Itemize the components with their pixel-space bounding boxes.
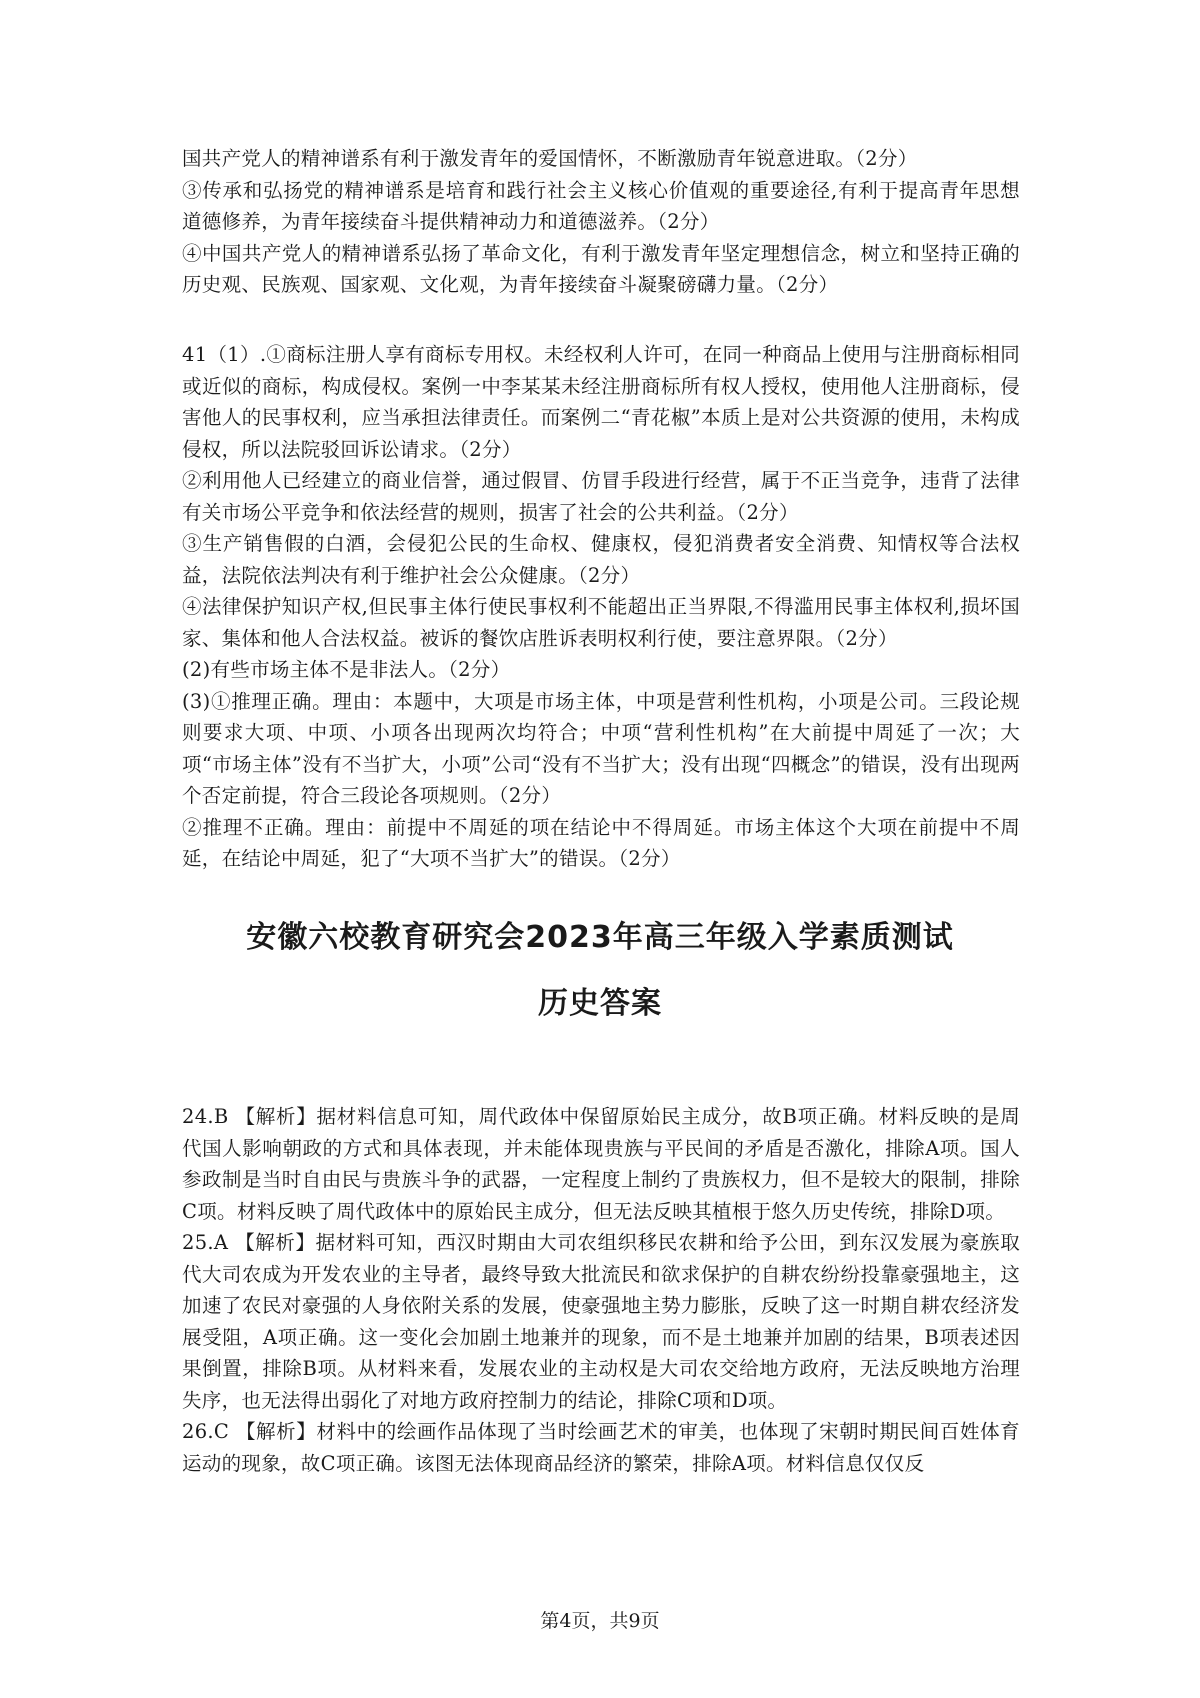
question-41-answer <box>182 339 1020 875</box>
paragraph: ④中国共产党人的精神谱系弘扬了革命文化，有利于激发青年坚定理想信念，树立和坚持正确的历史观、民族观、国家观、文化观，为青年接续奋斗凝聚磅礴力量。（2分） <box>182 241 1020 296</box>
history-answers <box>182 1101 1020 1479</box>
paragraph: ③传承和弘扬党的精神谱系是培育和践行社会主义核心价值观的重要途径,有利于提高青年思想道德修养，为青年接续奋斗提供精神动力和道德滋养。（2分） <box>182 178 1020 233</box>
paragraph: 25.A 【解析】据材料可知，西汉时期由大司农组织移民农耕和给予公田，到东汉发展为豪族取代大司农成为开发农业的主导者，最终导致大批流民和欲求保护的自耕农纷纷投靠豪强地主，这加速了农民对豪强的人身依附关系的发展，使豪强地主势力膨胀，反映了这一时期自耕农经济发展受阻，A项正确。这一变化会加剧土地兼并的现象，而不是土地兼并加剧的结果，B项表述因果倒置，排除B项。从材料来看，发展农业的主动权是大司农交给地方政府，无法反映地方治理失序，也无法得出弱化了对地方政府控制力的结论，排除C项和D项。 <box>182 1231 1020 1412</box>
paragraph: 41（1）.①商标注册人享有商标专用权。未经权利人许可，在同一种商品上使用与注册商标相同或近似的商标，构成侵权。案例一中李某某未经注册商标所有权人授权，使用他人注册商标，侵害他人的民事权利，应当承担法律责任。而案例二“青花椒”本质上是对公共资源的使用，未构成侵权，所以法院驳回诉讼请求。（2分） <box>182 343 1020 461</box>
paragraph: 26.C 【解析】材料中的绘画作品体现了当时绘画艺术的审美，也体现了宋朝时期民间百姓体育运动的现象，故C项正确。该图无法体现商品经济的繁荣，排除A项。材料信息仅仅反 <box>182 1420 1020 1475</box>
paragraph: (3)①推理正确。理由：本题中，大项是市场主体，中项是营利性机构，小项是公司。三段论规则要求大项、中项、小项各出现两次均符合；中项“营利性机构”在大前提中周延了一次；大项“市场主体”没有不当扩大，小项”公司“没有不当扩大；没有出现“四概念”的错误，没有出现两个否定前提，符合三段论各项规则。（2分） <box>182 689 1020 807</box>
paragraph: ③生产销售假的白酒，会侵犯公民的生命权、健康权，侵犯消费者安全消费、知情权等合法权益，法院依法判决有利于维护社会公众健康。（2分） <box>182 532 1020 587</box>
paragraph: 24.B 【解析】据材料信息可知，周代政体中保留原始民主成分，故B项正确。材料反映的是周代国人影响朝政的方式和具体表现，并未能体现贵族与平民间的矛盾是否激化，排除A项。国人参政制是当时自由民与贵族斗争的武器，一定程度上制约了贵族权力，但不是较大的限制，排除C项。材料反映了周代政体中的原始民主成分，但无法反映其植根于悠久历史传统，排除D项。 <box>182 1105 1020 1223</box>
paragraph: ④法律保护知识产权,但民事主体行使民事权利不能超出正当界限,不得滥用民事主体权利,损坏国家、集体和他人合法权益。被诉的餐饮店胜诉表明权利行使，要注意界限。（2分） <box>182 595 1020 650</box>
paragraph: ②推理不正确。理由：前提中不周延的项在结论中不得周延。市场主体这个大项在前提中不周延，在结论中周延，犯了“大项不当扩大”的错误。（2分） <box>182 815 1020 870</box>
paragraph: ②利用他人已经建立的商业信誉，通过假冒、仿冒手段进行经营，属于不正当竞争，违背了法律有关市场公平竞争和依法经营的规则，损害了社会的公共利益。（2分） <box>182 469 1020 524</box>
paragraph: (2)有些市场主体不是非法人。（2分） <box>182 658 511 681</box>
page-footer: 第4页，共9页 <box>540 1610 660 1632</box>
politics-answer-continuation <box>182 143 1020 301</box>
paragraph: 国共产党人的精神谱系有利于激发青年的爱国情怀，不断激励青年锐意进取。（2分） <box>182 147 918 170</box>
exam-title: 安徽六校教育研究会2023年高三年级入学素质测试 <box>246 920 954 955</box>
subject-title: 历史答案 <box>538 986 662 1021</box>
section-title <box>0 918 1200 1024</box>
